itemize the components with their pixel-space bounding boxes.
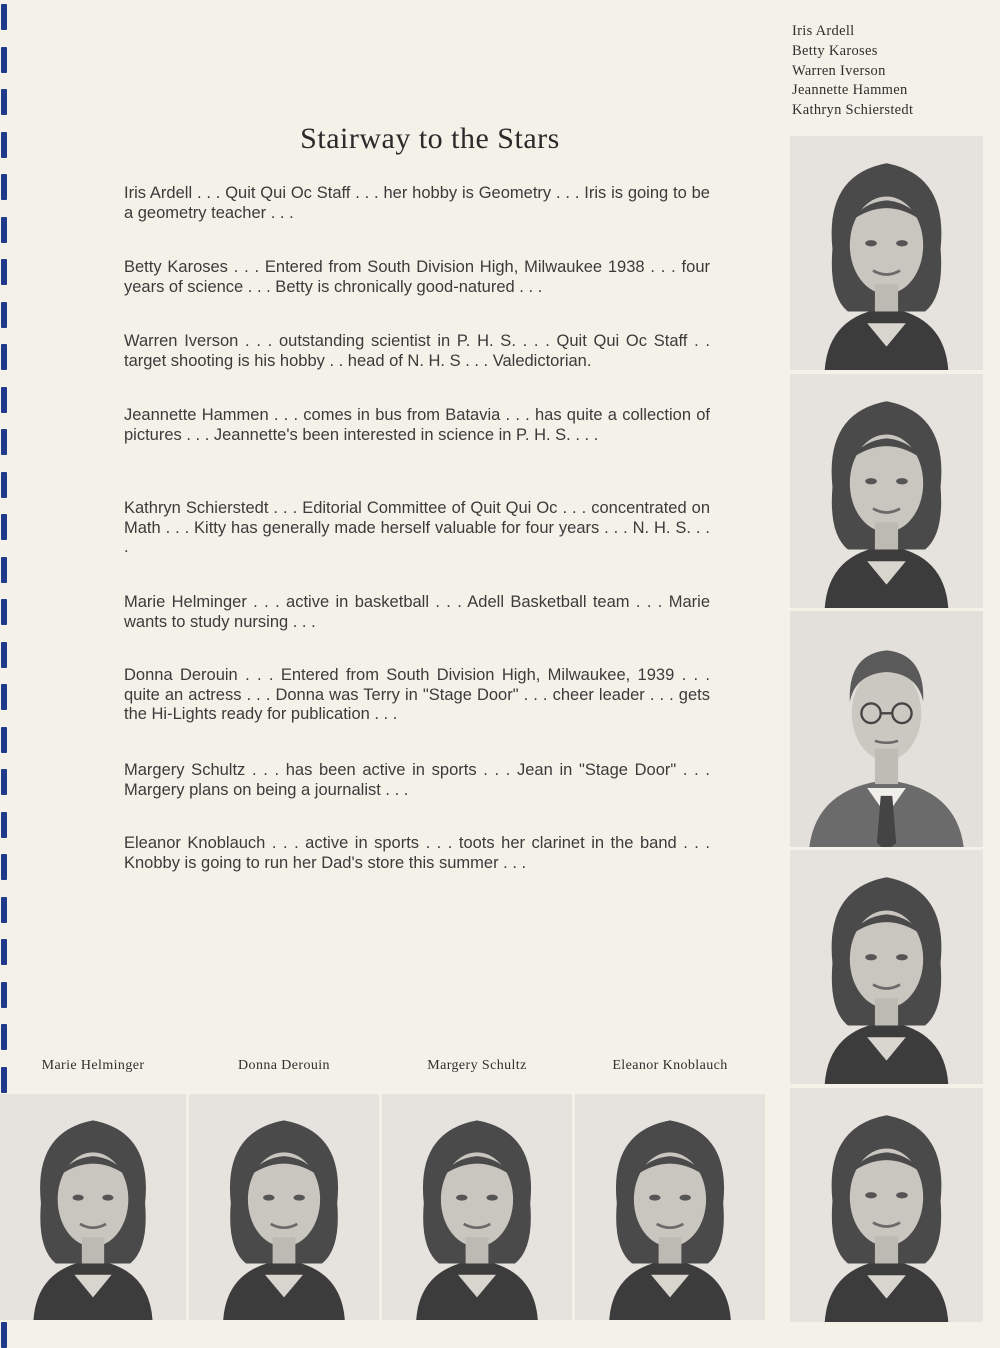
bio-donna-derouin: Donna Derouin . . . Entered from South Division High, Milwaukee, 1939 . . . quite an actress . . . Donna was Terry in "Stage Door" . . . cheer leader . . . gets the Hi-Lights ready for publication . . . [124, 666, 710, 723]
page-title: Stairway to the Stars [300, 122, 560, 155]
portrait-photo [790, 850, 983, 1084]
side-photo-names [792, 22, 992, 121]
caption-donna-derouin: Donna Derouin [238, 1058, 330, 1073]
bio-jeannette-hammen: Jeannette Hammen . . . comes in bus from Batavia . . . has quite a collection of pictures . . . Jeannette's been interested in science in P. H. S. . . . [124, 406, 710, 444]
side-name-2: Betty Karoses [792, 42, 878, 59]
portrait-photo [575, 1094, 765, 1320]
bio-betty-karoses: Betty Karoses . . . Entered from South Division High, Milwaukee 1938 . . . four years of science . . . Betty is chronically good-natured . . . [124, 258, 710, 296]
portrait-photo [0, 1094, 186, 1320]
side-name-1: Iris Ardell [792, 23, 855, 39]
side-name-3: Warren Iverson [792, 62, 886, 79]
caption-marie-helminger: Marie Helminger [41, 1058, 145, 1073]
side-name-5: Kathryn Schierstedt [792, 102, 914, 119]
portrait-photo [382, 1094, 572, 1320]
portrait-photo [790, 1088, 983, 1322]
bio-margery-schultz: Margery Schultz . . . has been active in sports . . . Jean in "Stage Door" . . . Margery plans on being a journalist . . . [124, 761, 710, 799]
caption-margery-schultz: Margery Schultz [427, 1058, 527, 1073]
portrait-photo [790, 136, 983, 370]
bio-warren-iverson: Warren Iverson . . . outstanding scientist in P. H. S. . . . Quit Qui Oc Staff . . target shooting is his hobby . . head of N. H. S . . . Valedictorian. [124, 332, 710, 370]
caption-eleanor-knoblauch: Eleanor Knoblauch [612, 1058, 728, 1073]
side-name-4: Jeannette Hammen [792, 82, 908, 99]
bio-marie-helminger: Marie Helminger . . . active in basketball . . . Adell Basketball team . . . Marie wants to study nursing . . . [124, 593, 710, 631]
bio-eleanor-knoblauch: Eleanor Knoblauch . . . active in sports . . . toots her clarinet in the band . . . Knobby is going to run her Dad's store this summer . . . [124, 834, 710, 872]
portrait-photo [189, 1094, 379, 1320]
bio-kathryn-schierstedt: Kathryn Schierstedt . . . Editorial Committee of Quit Qui Oc . . . concentrated on Math . . . Kitty has generally made herself valuable for four years . . . N. H. S. . . . [124, 499, 710, 556]
portrait-photo [790, 611, 983, 847]
bio-iris-ardell: Iris Ardell . . . Quit Qui Oc Staff . . . her hobby is Geometry . . . Iris is going to be a geometry teacher . . . [124, 184, 710, 222]
portrait-photo [790, 374, 983, 608]
